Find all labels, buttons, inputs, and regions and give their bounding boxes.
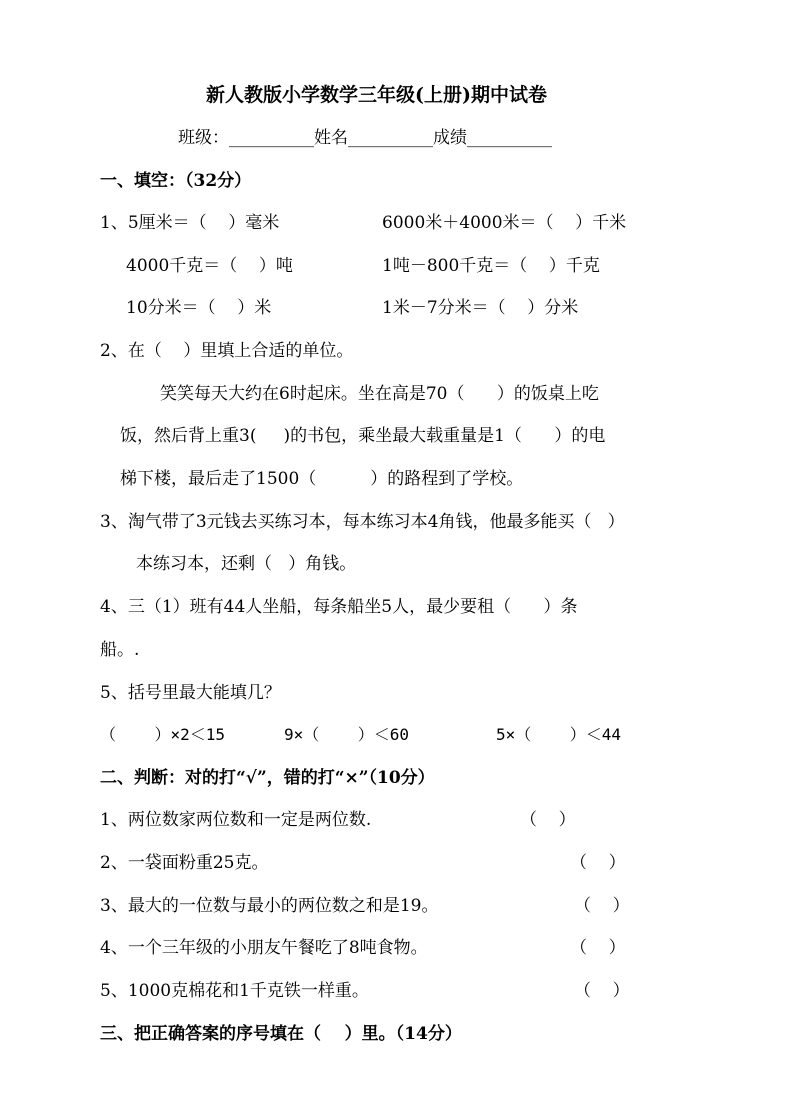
student-info-line: 班级：__________姓名__________成绩__________ bbox=[178, 128, 552, 148]
tf-answer-paren-2: （ ） bbox=[570, 853, 626, 873]
tf-item-5: 5、1000克棉花和1千克铁一样重。 bbox=[100, 981, 369, 1001]
section-heading-true-false: 二、判断：对的打“√”，错的打“×”（10分） bbox=[100, 768, 435, 788]
q4-line1: 4、三（1）班有44人坐船，每条船坐5人，最少要租（ ）条 bbox=[100, 597, 578, 617]
q5-item-b: 9×（ ）＜60 bbox=[284, 725, 410, 744]
section-heading-fill-blank: 一、填空：（32分） bbox=[100, 171, 252, 191]
q1-row1-right: 6000米＋4000米＝（ ）千米 bbox=[382, 213, 627, 233]
tf-answer-paren-4: （ ） bbox=[570, 938, 626, 958]
tf-item-3: 3、最大的一位数与最小的两位数之和是19。 bbox=[100, 896, 439, 916]
q1-row3-left: 10分米＝（ ）米 bbox=[126, 298, 272, 318]
page-title: 新人教版小学数学三年级(上册)期中试卷 bbox=[206, 84, 547, 106]
tf-item-1: 1、两位数家两位数和一定是两位数. bbox=[100, 810, 372, 830]
q5-item-a: （ ）×2＜15 bbox=[100, 725, 226, 744]
q4-line2: 船。. bbox=[100, 640, 140, 660]
tf-answer-paren-3: （ ） bbox=[574, 896, 630, 916]
q1-row2-right: 1吨－800千克＝（ ）千克 bbox=[382, 256, 600, 276]
q1-row3-right: 1米－7分米＝（ ）分米 bbox=[382, 298, 579, 318]
tf-answer-paren-1: （ ） bbox=[520, 810, 576, 830]
q1-row2-left: 4000千克＝（ ）吨 bbox=[126, 256, 293, 276]
q3-line1: 3、淘气带了3元钱去买练习本，每本练习本4角钱，他最多能买（ ） bbox=[100, 512, 625, 532]
tf-answer-paren-5: （ ） bbox=[574, 981, 630, 1001]
q2-line1: 笑笑每天大约在6时起床。坐在高是70（ ）的饭桌上吃 bbox=[160, 384, 599, 404]
section-heading-multiple-choice: 三、把正确答案的序号填在（ ）里。（14分） bbox=[100, 1024, 462, 1044]
q3-line2: 本练习本，还剩（ ）角钱。 bbox=[136, 554, 357, 574]
q5-item-c: 5×（ ）＜44 bbox=[496, 725, 622, 744]
q2-line2: 饭，然后背上重3( )的书包，乘坐最大载重量是1（ ）的电 bbox=[120, 426, 606, 446]
q2-stem: 2、在（ ）里填上合适的单位。 bbox=[100, 341, 354, 361]
q2-line3: 梯下楼，最后走了1500（ ）的路程到了学校。 bbox=[120, 469, 524, 489]
tf-item-2: 2、一袋面粉重25克。 bbox=[100, 853, 269, 873]
q1-row1-left: 1、5厘米＝（ ）毫米 bbox=[100, 213, 280, 233]
tf-item-4: 4、一个三年级的小朋友午餐吃了8吨食物。 bbox=[100, 938, 428, 958]
q5-stem: 5、括号里最大能填几？ bbox=[100, 683, 281, 703]
